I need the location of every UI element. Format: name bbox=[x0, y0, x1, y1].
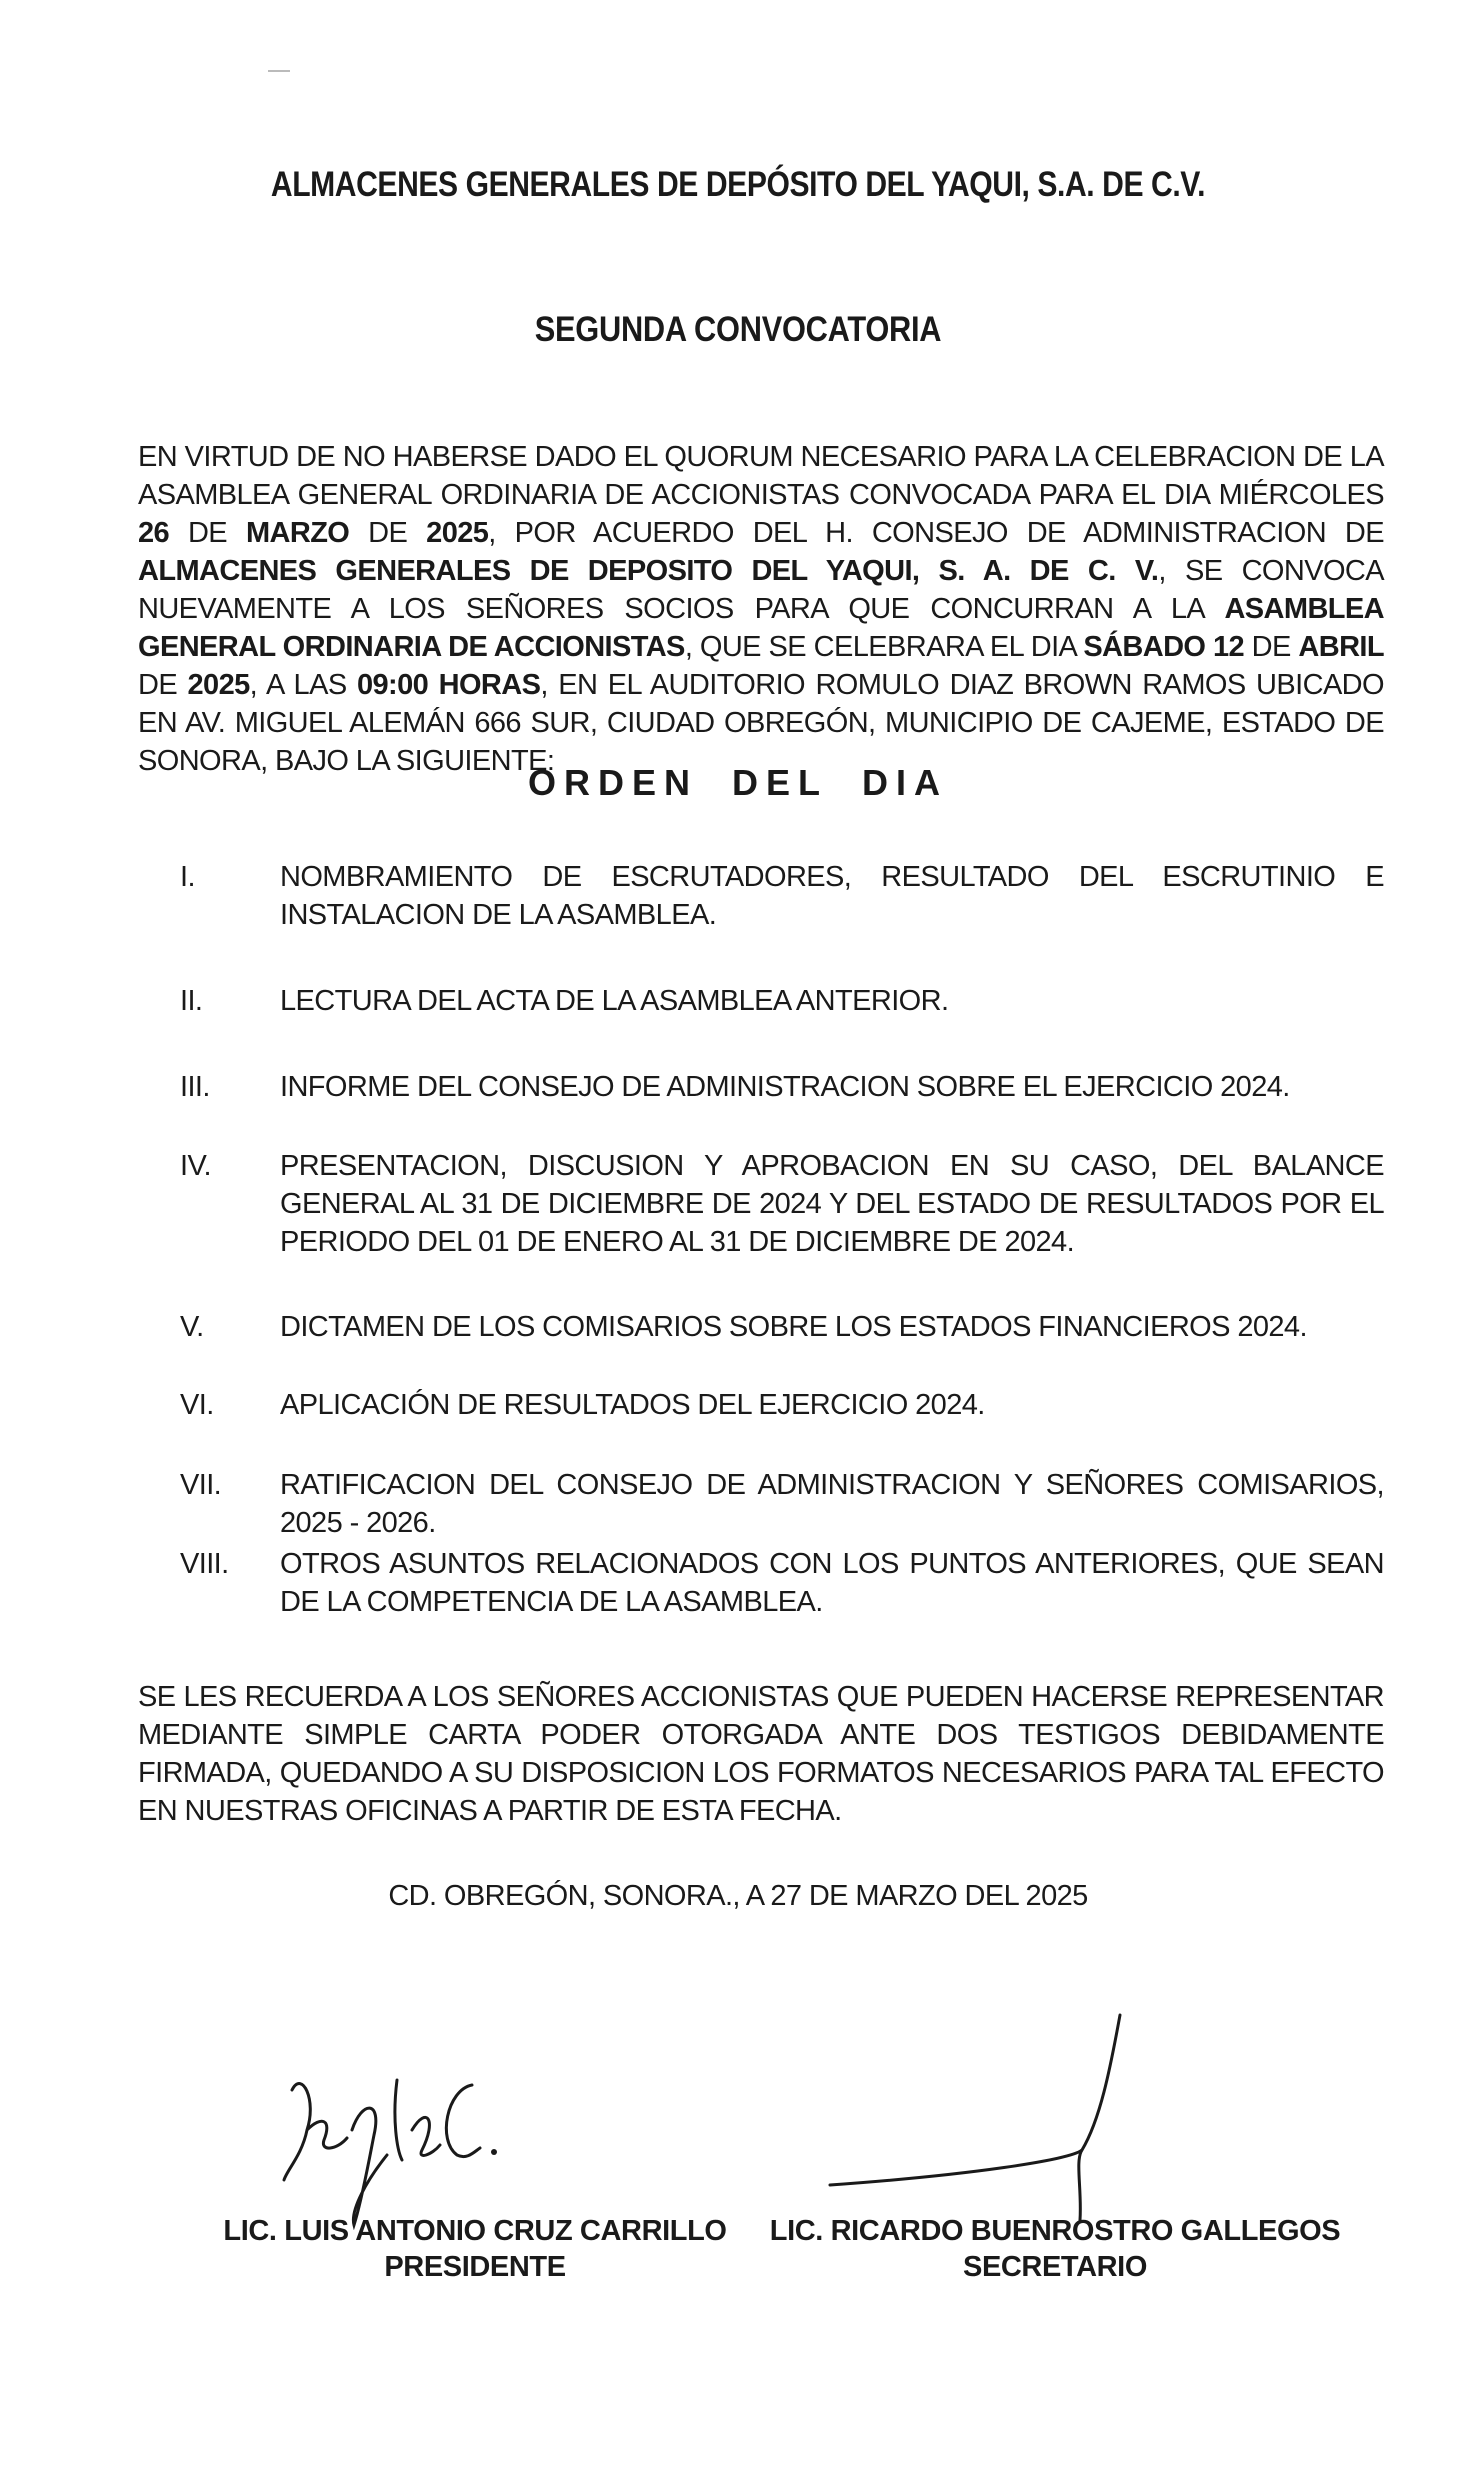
agenda-item-text: DICTAMEN DE LOS COMISARIOS SOBRE LOS ESTADOS FINANCIEROS 2024. bbox=[280, 1311, 1307, 1343]
intro-bold: 09:00 HORAS bbox=[357, 669, 541, 701]
intro-text: DE bbox=[349, 517, 427, 549]
agenda-item-text: LECTURA DEL ACTA DE LA ASAMBLEA ANTERIOR. bbox=[280, 985, 949, 1017]
president-role: PRESIDENTE bbox=[384, 2251, 566, 2283]
president-block bbox=[160, 2213, 790, 2285]
scan-mark bbox=[268, 70, 290, 72]
agenda-item-number: II. bbox=[180, 985, 203, 1017]
secretary-signature bbox=[820, 2010, 1270, 2230]
agenda-item-number: VII. bbox=[180, 1469, 222, 1501]
intro-bold: 26 bbox=[138, 517, 170, 549]
agenda-item-number: VIII. bbox=[180, 1548, 229, 1580]
agenda-item-text: NOMBRAMIENTO DE ESCRUTADORES, RESULTADO DEL ESCRUTINIO E INSTALACION DE LA ASAMBLEA. bbox=[280, 861, 1384, 931]
notice-title: SEGUNDA CONVOCATORIA bbox=[534, 310, 942, 349]
agenda-item-number: I. bbox=[180, 861, 195, 893]
intro-text: DE bbox=[1244, 631, 1299, 663]
intro-bold: SÁBADO 12 bbox=[1083, 631, 1245, 663]
agenda-title-word: ORDEN bbox=[527, 762, 698, 803]
intro-paragraph bbox=[138, 438, 1384, 780]
intro-bold: ALMACENES GENERALES DE DEPOSITO DEL YAQUI, S. A. DE C. V. bbox=[138, 555, 1159, 587]
reminder-paragraph: SE LES RECUERDA A LOS SEÑORES ACCIONISTAS QUE PUEDEN HACERSE REPRESENTAR MEDIANTE SIMPLE CARTA PODER OTORGADA ANTE DOS TESTIGOS DEBIDAMENTE FIRMADA, QUEDANDO A SU DISPOSICION LOS FORMATOS NECESARIOS PARA TAL EFECTO EN NUESTRAS OFICINAS A PARTIR DE ESTA FECHA. bbox=[138, 1681, 1384, 1827]
agenda-title-word: DIA bbox=[862, 762, 948, 803]
secretary-name: LIC. RICARDO BUENROSTRO GALLEGOS bbox=[769, 2215, 1341, 2247]
agenda-item-text: APLICACIÓN DE RESULTADOS DEL EJERCICIO 2024. bbox=[280, 1389, 985, 1421]
intro-text: , A LAS bbox=[249, 669, 357, 701]
agenda-item-number: VI. bbox=[180, 1389, 214, 1421]
intro-bold: MARZO bbox=[245, 517, 350, 549]
agenda-item-text: OTROS ASUNTOS RELACIONADOS CON LOS PUNTOS ANTERIORES, QUE SEAN DE LA COMPETENCIA DE LA ASAMBLEA. bbox=[280, 1548, 1384, 1618]
intro-bold: 2025 bbox=[426, 517, 489, 549]
place-and-date: CD. OBREGÓN, SONORA., A 27 DE MARZO DEL 2025 bbox=[388, 1880, 1088, 1912]
agenda-item-number: V. bbox=[180, 1311, 204, 1343]
intro-text: , SE CONVOCA NUEVAMENTE A LOS SEÑORES SOCIOS PARA QUE CONCURRAN A LA bbox=[138, 555, 1384, 625]
agenda-item-text: INFORME DEL CONSEJO DE ADMINISTRACION SOBRE EL EJERCICIO 2024. bbox=[280, 1071, 1290, 1103]
intro-text: DE bbox=[138, 669, 188, 701]
agenda-title-word: DEL bbox=[732, 762, 828, 803]
intro-text: , POR ACUERDO DEL H. CONSEJO DE ADMINISTRACION DE bbox=[488, 517, 1385, 549]
intro-bold: ASAMBLEA GENERAL ORDINARIA DE ACCIONISTAS bbox=[138, 593, 1384, 663]
company-title: ALMACENES GENERALES DE DEPÓSITO DEL YAQUI, S.A. DE C.V. bbox=[270, 165, 1206, 204]
secretary-role: SECRETARIO bbox=[963, 2251, 1147, 2283]
intro-text: DE bbox=[169, 517, 246, 549]
agenda-item-number: III. bbox=[180, 1071, 210, 1103]
intro-bold: 2025 bbox=[187, 669, 250, 701]
agenda-item-text: PRESENTACION, DISCUSION Y APROBACION EN SU CASO, DEL BALANCE GENERAL AL 31 DE DICIEMBRE DE 2024 Y DEL ESTADO DE RESULTADOS POR EL PERIODO DEL 01 DE ENERO AL 31 DE DICIEMBRE DE 2024. bbox=[280, 1150, 1384, 1258]
agenda-item-text: RATIFICACION DEL CONSEJO DE ADMINISTRACION Y SEÑORES COMISARIOS, 2025 - 2026. bbox=[280, 1469, 1384, 1539]
intro-text: EN VIRTUD DE NO HABERSE DADO EL QUORUM NECESARIO PARA LA CELEBRACION DE LA ASAMBLEA GENERAL ORDINARIA DE ACCIONISTAS CONVOCADA PARA EL DIA MIÉRCOLES bbox=[138, 441, 1384, 511]
intro-text: , EN EL AUDITORIO ROMULO DIAZ BROWN RAMOS UBICADO EN AV. MIGUEL ALEMÁN 666 SUR, CIUDAD OBREGÓN, MUNICIPIO DE CAJEME, ESTADO DE SONORA, BAJO LA SIGUIENTE: bbox=[138, 669, 1384, 777]
intro-bold: ABRIL bbox=[1298, 631, 1384, 663]
agenda-item-number: IV. bbox=[180, 1150, 211, 1182]
agenda-title bbox=[0, 762, 1476, 804]
president-signature bbox=[262, 2060, 522, 2230]
president-name: LIC. LUIS ANTONIO CRUZ CARRILLO bbox=[223, 2215, 727, 2247]
secretary-block bbox=[740, 2213, 1370, 2285]
intro-text: , QUE SE CELEBRARA EL DIA bbox=[684, 631, 1084, 663]
